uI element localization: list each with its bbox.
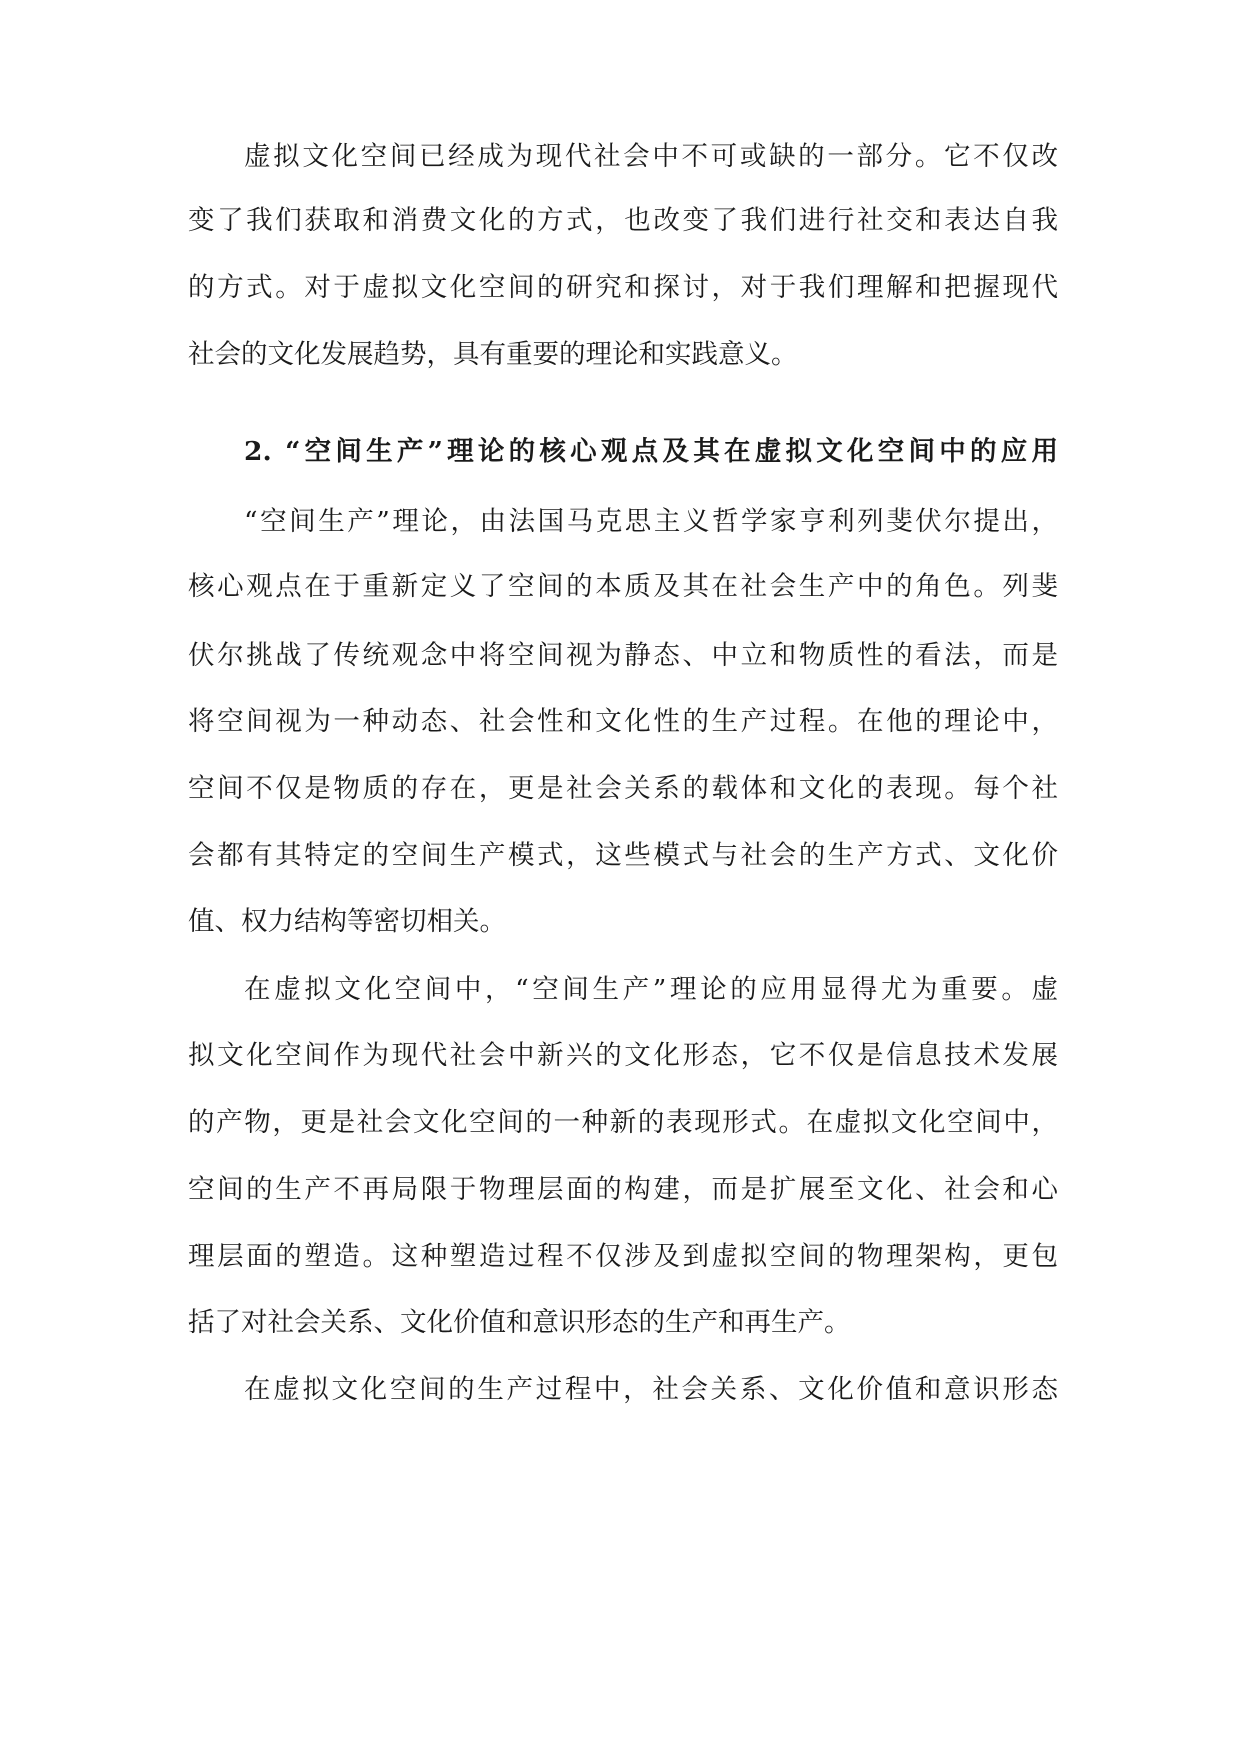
paragraph-2-line-7: 值、权力结构等密切相关。: [188, 906, 506, 937]
section-heading: 2. “空间生产”理论的核心观点及其在虚拟文化空间中的应用: [244, 436, 1058, 467]
paragraph-2-line-1: “空间生产”理论，由法国马克思主义哲学家亨利列斐伏尔提出，: [244, 506, 1058, 537]
paragraph-3-line-3: 的产物，更是社会文化空间的一种新的表现形式。在虚拟文化空间中，: [188, 1107, 1058, 1138]
paragraph-2-line-4: 将空间视为一种动态、社会性和文化性的生产过程。在他的理论中，: [188, 706, 1058, 737]
paragraph-3-line-5: 理层面的塑造。这种塑造过程不仅涉及到虚拟空间的物理架构，更包: [188, 1241, 1058, 1272]
paragraph-3-line-1: 在虚拟文化空间中，“空间生产”理论的应用显得尤为重要。虚: [244, 974, 1058, 1005]
paragraph-3-line-6: 括了对社会关系、文化价值和意识形态的生产和再生产。: [188, 1307, 851, 1338]
paragraph-1-line-3: 的方式。对于虚拟文化空间的研究和探讨，对于我们理解和把握现代: [188, 272, 1058, 303]
paragraph-3-line-2: 拟文化空间作为现代社会中新兴的文化形态，它不仅是信息技术发展: [188, 1040, 1058, 1071]
paragraph-1-line-4: 社会的文化发展趋势，具有重要的理论和实践意义。: [188, 339, 798, 370]
paragraph-2-line-6: 会都有其特定的空间生产模式，这些模式与社会的生产方式、文化价: [188, 840, 1058, 871]
paragraph-1-line-2: 变了我们获取和消费文化的方式，也改变了我们进行社交和表达自我: [188, 205, 1058, 236]
paragraph-1-line-1: 虚拟文化空间已经成为现代社会中不可或缺的一部分。它不仅改: [244, 141, 1058, 172]
paragraph-2-line-5: 空间不仅是物质的存在，更是社会关系的载体和文化的表现。每个社: [188, 773, 1058, 804]
paragraph-2-line-2: 核心观点在于重新定义了空间的本质及其在社会生产中的角色。列斐: [188, 571, 1058, 602]
paragraph-3-line-4: 空间的生产不再局限于物理层面的构建，而是扩展至文化、社会和心: [188, 1174, 1058, 1205]
paragraph-2-line-3: 伏尔挑战了传统观念中将空间视为静态、中立和物质性的看法，而是: [188, 640, 1058, 671]
paragraph-4-line-1: 在虚拟文化空间的生产过程中，社会关系、文化价值和意识形态: [244, 1374, 1058, 1405]
